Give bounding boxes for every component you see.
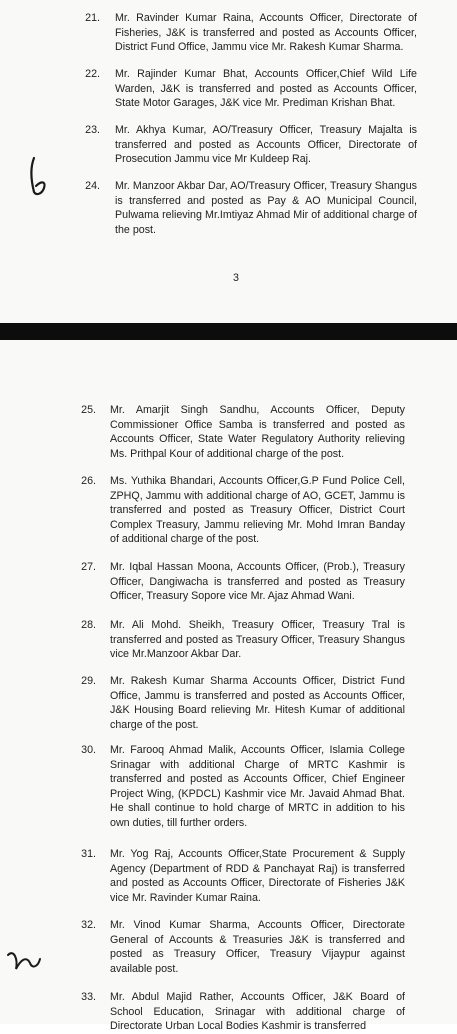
item-text: Mr. Farooq Ahmad Malik, Accounts Officer, Islamia College Srinagar with additional Charge of MRTC Kashmir is transferred and posted as Accounts Officer, Chief Engineer Project Wing, (KPDCL) Kashmir vice Mr. Javaid Ahmad Bhat. He shall continue to hold charge of MRTC in addition to his own duties, till further orders.: [110, 744, 405, 829]
item-text: Mr. Akhya Kumar, AO/Treasury Officer, Treasury Majalta is transferred and posted as Accounts Officer, Directorate of Prosecution Jammu vice Mr Kuldeep Raj.: [115, 124, 417, 166]
item-text: Ms. Yuthika Bhandari, Accounts Officer,G.P Fund Police Cell, ZPHQ, Jammu with additional charge of AO, GCET, Jammu is transferred and posted as Treasury Officer, District Court Complex Treasury, Jammu relieving Mr. Mohd Imran Banday of additional charge of the post.: [110, 475, 405, 546]
item-number: 30.: [81, 744, 96, 756]
item-number: 28.: [81, 619, 96, 631]
item-text: Mr. Amarjit Singh Sandhu, Accounts Officer, Deputy Commissioner Office Samba is transferred and posted as Accounts Officer, State Water Regulatory Authority relieving Ms. Prithpal Kour of additional charge of the post.: [110, 404, 405, 460]
document-page-3: [0, 0, 457, 323]
page-divider: [0, 323, 457, 340]
item-number: 23.: [85, 124, 100, 136]
handwritten-mark: [4, 945, 44, 979]
item-number: 29.: [81, 675, 96, 687]
item-text: Mr. Manzoor Akbar Dar, AO/Treasury Officer, Treasury Shangus is transferred and posted as Pay & AO Municipal Council, Pulwama relieving Mr.Imtiyaz Ahmad Mir of additional charge of the post.: [115, 180, 417, 236]
item-number: 27.: [81, 561, 96, 573]
item-text: Mr. Ali Mohd. Sheikh, Treasury Officer, Treasury Tral is transferred and posted as Treasury Officer, Treasury Shangus vice Mr.Manzoor Akbar Dar.: [110, 619, 405, 661]
item-number: 32.: [81, 919, 96, 931]
item-number: 25.: [81, 404, 96, 416]
item-text: Mr. Rajinder Kumar Bhat, Accounts Officer,Chief Wild Life Warden, J&K is transferred and posted as Accounts Officer, State Motor Garages, J&K vice Mr. Prediman Krishan Bhat.: [115, 68, 417, 110]
item-number: 22.: [85, 68, 100, 80]
item-number: 24.: [85, 180, 100, 192]
document-page-4: [0, 340, 457, 1033]
item-text: Mr. Yog Raj, Accounts Officer,State Procurement & Supply Agency (Department of RDD & Panchayat Raj) is transferred and posted as Accounts Officer, Directorate of Fisheries J&K vice Mr. Ravinder Kumar Raina.: [110, 848, 405, 904]
item-text: Mr. Rakesh Kumar Sharma Accounts Officer, District Fund Office, Jammu is transferred and posted as Accounts Officer, J&K Housing Board relieving Mr. Hitesh Kumar of additional charge of the post.: [110, 675, 405, 731]
item-text: Mr. Ravinder Kumar Raina, Accounts Officer, Directorate of Fisheries, J&K is transferred and posted as Accounts Officer, District Fund Office, Jammu vice Mr. Rakesh Kumar Sharma.: [115, 12, 417, 54]
item-number: 21.: [85, 12, 100, 24]
item-text: Mr. Vinod Kumar Sharma, Accounts Officer, Directorate General of Accounts & Treasuries J&K is transferred and posted as Treasury Officer, Treasury Vijaypur against available post.: [110, 919, 405, 975]
handwritten-mark: [22, 154, 52, 200]
item-number: 31.: [81, 848, 96, 860]
page-number: 3: [233, 272, 239, 284]
item-number: 33.: [81, 991, 96, 1003]
item-text: Mr. Iqbal Hassan Moona, Accounts Officer, (Prob.), Treasury Officer, Dangiwacha is transferred and posted as Treasury Officer, Treasury Sopore vice Mr. Ajaz Ahmad Wani.: [110, 561, 405, 603]
item-text: Mr. Abdul Majid Rather, Accounts Officer, J&K Board of School Education, Srinagar with additional charge of Directorate Urban Local Bodies Kashmir is transferred: [110, 991, 405, 1033]
item-number: 26.: [81, 475, 96, 487]
